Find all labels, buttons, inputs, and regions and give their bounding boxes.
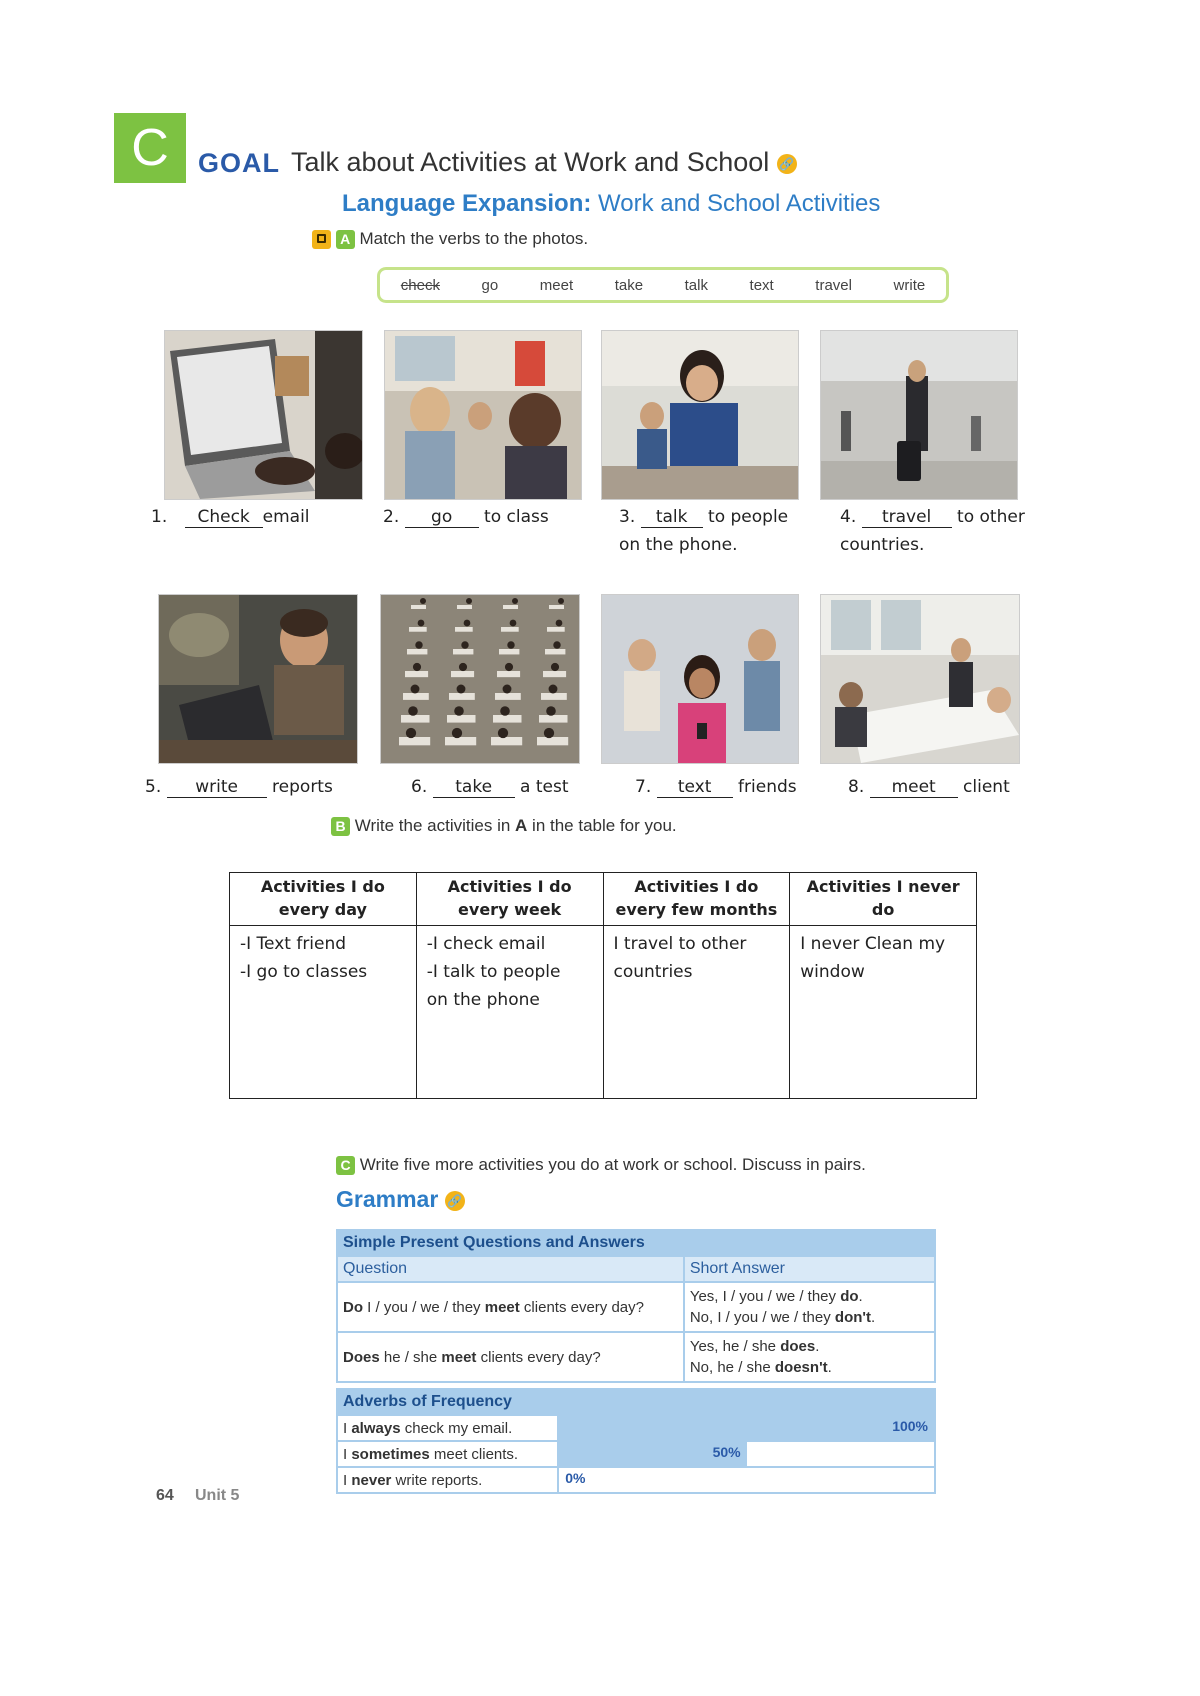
section-c-text: Write five more activities you do at work or school. Discuss in pairs. bbox=[359, 1155, 866, 1174]
photo-check-email bbox=[164, 330, 363, 500]
item-number: 1. bbox=[151, 507, 168, 527]
unit-label: Unit 5 bbox=[195, 1487, 240, 1504]
caption-7 bbox=[635, 773, 797, 801]
caption-rest: to people bbox=[708, 507, 789, 527]
answer-blank[interactable]: Check bbox=[185, 507, 263, 528]
table-header-row bbox=[230, 873, 977, 926]
section-b-text-bold: A bbox=[515, 816, 528, 835]
man-laptop-image bbox=[159, 595, 357, 763]
goal-label: GOAL bbox=[198, 148, 280, 178]
lang-exp-label: Language Expansion: bbox=[342, 190, 592, 217]
section-c-instruction bbox=[336, 1155, 866, 1175]
answer-blank[interactable]: talk bbox=[641, 507, 703, 528]
photo-talk-on-phone bbox=[601, 330, 799, 500]
table-row bbox=[337, 1441, 935, 1467]
word-bank-item: check bbox=[400, 276, 440, 294]
section-b-text-post: in the table for you. bbox=[527, 816, 677, 835]
caption-rest: reports bbox=[272, 777, 333, 797]
word-bank-item: take bbox=[614, 276, 644, 294]
caption-3 bbox=[619, 503, 788, 559]
photo-go-to-class bbox=[384, 330, 582, 500]
answer-cell: Yes, he / she does. No, he / she doesn't. bbox=[684, 1332, 935, 1382]
cell-every-day[interactable]: -I Text friend -I go to classes bbox=[230, 926, 417, 1099]
freq-title: Adverbs of Frequency bbox=[337, 1389, 935, 1415]
section-b-instruction bbox=[331, 816, 677, 836]
item-number: 2. bbox=[383, 507, 400, 527]
section-b-badge: B bbox=[331, 817, 350, 836]
table-row bbox=[337, 1467, 935, 1493]
cell-every-week[interactable]: -I check email -I talk to people on the phone bbox=[416, 926, 603, 1099]
meeting-room-image bbox=[821, 595, 1019, 763]
answer-cell: Yes, I / you / we / they do. No, I / you / we / they don't. bbox=[684, 1282, 935, 1332]
table-row bbox=[337, 1332, 935, 1382]
grammar-qa-table bbox=[336, 1229, 936, 1383]
students-classroom-image bbox=[385, 331, 581, 499]
item-number: 5. bbox=[145, 777, 162, 797]
answer-blank[interactable]: meet bbox=[870, 777, 958, 798]
section-b-text-pre: Write the activities in bbox=[354, 816, 516, 835]
freq-sentence: I always check my email. bbox=[337, 1415, 558, 1441]
caption-rest: email bbox=[262, 507, 310, 527]
header-never: Activities I never do bbox=[790, 873, 977, 926]
photo-write-reports bbox=[158, 594, 358, 764]
freq-sentence: I sometimes meet clients. bbox=[337, 1441, 558, 1467]
answer-blank[interactable]: write bbox=[167, 777, 267, 798]
item-number: 4. bbox=[840, 507, 857, 527]
word-bank bbox=[377, 267, 949, 303]
grammar-title-text: Grammar bbox=[336, 1186, 439, 1212]
link-icon[interactable]: 🔗 bbox=[445, 1191, 465, 1211]
caption-rest: client bbox=[963, 777, 1010, 797]
photo-text-friends bbox=[601, 594, 799, 764]
woman-phone-image bbox=[602, 331, 798, 499]
link-icon[interactable]: 🔗 bbox=[777, 154, 797, 174]
section-a-text: Match the verbs to the photos. bbox=[359, 229, 589, 248]
freq-sentence: I never write reports. bbox=[337, 1467, 558, 1493]
table-row bbox=[230, 926, 977, 1099]
freq-bar-cell bbox=[558, 1467, 935, 1493]
photo-take-a-test bbox=[380, 594, 580, 764]
answer-blank[interactable]: go bbox=[405, 507, 479, 528]
photo-meet-client bbox=[820, 594, 1020, 764]
section-c-badge: C bbox=[114, 113, 186, 183]
photo-travel bbox=[820, 330, 1018, 500]
caption-line2: on the phone. bbox=[619, 535, 738, 555]
freq-bar-cell bbox=[558, 1415, 935, 1441]
adverbs-frequency-table bbox=[336, 1388, 936, 1494]
lang-exp-topic: Work and School Activities bbox=[591, 190, 881, 217]
goal-title bbox=[291, 147, 797, 178]
word-bank-item: text bbox=[749, 276, 774, 294]
activities-table bbox=[229, 872, 977, 1099]
grammar-heading bbox=[336, 1186, 465, 1213]
freq-percent: 0% bbox=[565, 1470, 586, 1486]
section-c-small-badge: C bbox=[336, 1156, 355, 1175]
caption-rest: friends bbox=[738, 777, 797, 797]
word-bank-item: travel bbox=[815, 276, 852, 294]
caption-5 bbox=[145, 773, 333, 801]
laptop-typing-image bbox=[165, 331, 362, 499]
word-bank-item: meet bbox=[539, 276, 574, 294]
freq-percent: 50% bbox=[712, 1444, 741, 1460]
col-answer: Short Answer bbox=[684, 1256, 935, 1282]
caption-rest: to class bbox=[484, 507, 549, 527]
item-number: 6. bbox=[411, 777, 428, 797]
answer-blank[interactable]: text bbox=[657, 777, 733, 798]
caption-rest: to other bbox=[957, 507, 1025, 527]
qa-title: Simple Present Questions and Answers bbox=[337, 1230, 935, 1256]
section-a-instruction bbox=[312, 229, 588, 249]
freq-bar-cell bbox=[558, 1441, 935, 1467]
item-number: 8. bbox=[848, 777, 865, 797]
answer-blank[interactable]: take bbox=[433, 777, 515, 798]
caption-rest: a test bbox=[520, 777, 569, 797]
freq-bar bbox=[559, 1416, 934, 1440]
language-expansion-heading bbox=[342, 190, 880, 218]
table-row bbox=[337, 1415, 935, 1441]
caption-8 bbox=[848, 773, 1010, 801]
freq-percent: 100% bbox=[892, 1418, 928, 1434]
caption-line2: countries. bbox=[840, 535, 925, 555]
goal-text: Talk about Activities at Work and School bbox=[291, 147, 770, 177]
pencil-icon bbox=[312, 230, 331, 249]
exam-hall-image bbox=[381, 595, 579, 763]
item-number: 3. bbox=[619, 507, 636, 527]
caption-1 bbox=[151, 503, 310, 531]
section-a-badge: A bbox=[336, 230, 355, 249]
table-row bbox=[337, 1282, 935, 1332]
caption-6 bbox=[411, 773, 569, 801]
answer-blank[interactable]: travel bbox=[862, 507, 952, 528]
caption-2 bbox=[383, 503, 549, 531]
word-bank-item: go bbox=[481, 276, 499, 294]
students-phones-image bbox=[602, 595, 798, 763]
cell-never[interactable]: I never Clean my window bbox=[790, 926, 977, 1099]
header-every-week: Activities I do every week bbox=[416, 873, 603, 926]
caption-4 bbox=[840, 503, 1025, 559]
page-number: 64 bbox=[156, 1487, 174, 1504]
col-question: Question bbox=[337, 1256, 684, 1282]
item-number: 7. bbox=[635, 777, 652, 797]
word-bank-item: write bbox=[893, 276, 926, 294]
question-cell: Does he / she meet clients every day? bbox=[337, 1332, 684, 1382]
cell-every-few-months[interactable]: I travel to other countries bbox=[603, 926, 790, 1099]
header-every-few-months: Activities I do every few months bbox=[603, 873, 790, 926]
question-cell: Do I / you / we / they meet clients every day? bbox=[337, 1282, 684, 1332]
header-every-day: Activities I do every day bbox=[230, 873, 417, 926]
airport-image bbox=[821, 331, 1017, 499]
word-bank-item: talk bbox=[684, 276, 708, 294]
